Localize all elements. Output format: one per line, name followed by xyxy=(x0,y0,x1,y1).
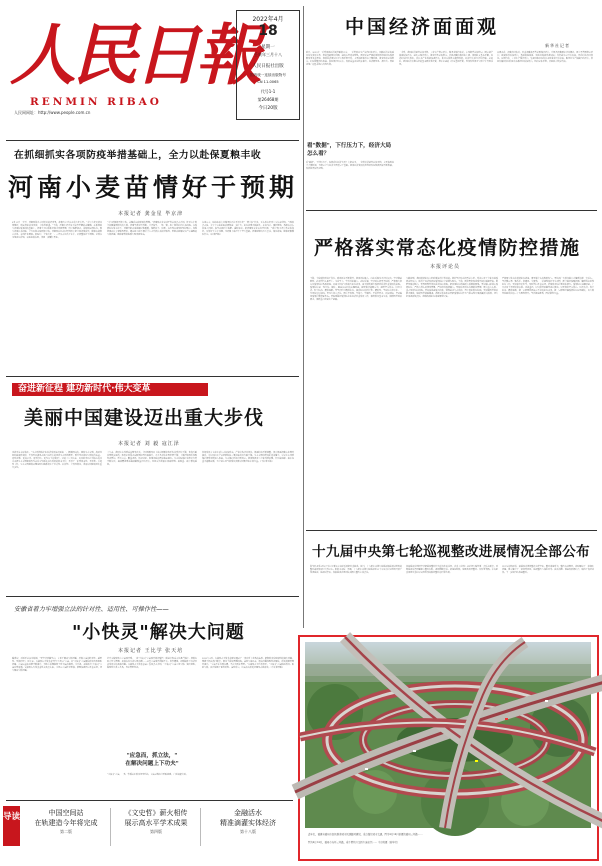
quick-callout xyxy=(107,752,197,768)
inspection-text-col-1: 新华社北京4月17日电 记者从中央纪委国家监委获悉，近日，十九届中央第七轮巡视被巡视党组织的整改进展情况已全部公布。根据中央统一部署，十九届中央第七轮巡视对25个中央单位党组织开展了常规巡视，巡视反馈后，各被巡视党组织认真落实整改主体责任。 xyxy=(310,566,403,575)
beauty-text-col-1: 习近平总书记指出，"生态环境保护和经济发展是辩证统一、相辅相成的，建设生态文明、推动绿色低碳循环发展，不仅可以满足人民日益增长的优美生态环境需要，而且可以推动实现更高质量、更有效率、更加公平、更可持续、更为安全的发展"。党的十八大以来，以习近平同志为核心的党中央把生态文明建设作为关系中华民族永续发展的根本大计，开展了一系列根本性、开创性、长远性工作，生态文明建设从理论到实践都发生了历史性、转折性、全局性变化，美丽中国建设迈出重大步伐。 xyxy=(12,452,102,470)
econ-text-col-2: 一季度，我国经济运行总体平稳，工业生产稳定增长，服务业保持恢复，市场销售总体稳定，固定资产投资较快增长，进出口保持增长，就业形势总体稳定，居民消费价格温和上涨，国际收支基本平衡，经济结构持续优化，高技术产业投资快速增长，新业态新模式蓬勃发展，经济增长动力持续增强。总的看，我国经济长期向好的基本面没有改变，稳中求进的工作总基调不变，有条件有能力实现全年目标任务。 xyxy=(399,52,493,67)
wheat-byline: 本报记者 龚金星 毕京津 xyxy=(118,211,184,217)
quick-text-col-1: 编者按：习近平总书记强调，"要坚持问题导向，立足于解决实际问题，增强立法的针对性、适用性、可操作性"。近年来，安徽省人大常委会坚持"小切口"立法，以"小快灵"立法解决群众急难愁盼问题，立法质量和效率不断提升，为地方治理提供了有力法治保障。今日起，本版推出"小快灵"立法系列报道。安徽省人大常委会有关负责人说，小切口立法针对性强，能够快速回应社会关切，切实解决实际问题。 xyxy=(12,658,102,673)
date-lunar: 壬寅年三月十八 xyxy=(254,52,282,57)
quick-byline: 本报记者 王比学 张天培 xyxy=(118,648,184,654)
quick-callout-line-2: 在解决问题上下功夫" xyxy=(125,761,179,767)
econ-byline: 新华社记者 xyxy=(545,43,570,48)
epidemic-byline: 本报评论员 xyxy=(430,264,461,270)
quick-text-col-3: 2021年4月，安徽省人大常委会审议通过了一部只有十余条的法规，聚焦群众反映强烈的突出问题，明确了相关部门职责，细化了具体管理措施。法规实施以来，相关问题得到有效解决，群众满意度明显提升。"立法不在多而在精，不在大而在管用。"安徽省人大代表表示，"小快灵"立法贴近群众、贴近实际，真正做到了民有所呼、法有所应，让法治成果更好惠及人民群众。（下转第四版） xyxy=(202,658,294,670)
date-code1: 国内统一连续出版物号 xyxy=(250,73,286,77)
guide-item-2-line1: 《文史哲》薪火相传 xyxy=(124,809,188,817)
wheat-kicker: 在抓细抓实各项防疫举措基础上，全力以赴保夏粮丰收 xyxy=(14,150,262,161)
guide-item-2-page: 第四版 xyxy=(150,829,162,834)
masthead-title: 人民日報 xyxy=(10,16,258,94)
epidemic-text-col-3: 严格落实常态化疫情防控措施，需要每个人的积极参与。要动员广大群众做自己健康的第一责任人，坚持戴口罩、勤洗手、常通风、少聚集、一米线等良好卫生习惯，配合做好核酸检测、健康码查验等防控工作。要加强宣传引导，及时回应社会关切，增强群众防护意识和能力。疫情防控关键时刻，广大党员干部要冲锋在前、勇挑重担，以实际行动践行初心使命。只要我们坚定信心、同舟共济，科学防治、精准施策，就一定能够巩固来之不易的防控成果，就一定能够打赢疫情防控这场硬仗，以实际行动迎接党的二十大胜利召开。坚持就是胜利，团结就有力量。 xyxy=(502,278,594,296)
date-issue: 代号1-1 xyxy=(260,89,276,94)
date-year-month: 2022年4月 xyxy=(252,16,284,23)
quick-text-col-2: 打开安徽省地方立法项目库，一批"小快灵"立法项目格外醒目：促进非物质文化遗产保护、规范电动自行车管理、加强农村生活垃圾治理……这些立法项目篇幅不长、条款精练，却都瞄准了经济社会发展中的具体问题。安徽省人大常委会法工委负责人介绍，"小快灵"立法立足实际、突出特色，做到有几条立几条，务求管用有效。 xyxy=(107,658,197,670)
wheat-text-col-3: 在周口市，统防统治专业服务队正在开展小麦"一喷三防"作业，无人机在麦田上空往来穿梭。当地负责人说，今年全市统防统治面积进一步扩大，防控效率大幅提升。在驻马店、南阳等地，各级农技人员深入田间，指导农民科学施肥、适时浇水。据河南省农业农村厅监测，当前全省小麦长势总体良好，苗情好于去年同期，为夏粮丰收打下了坚实基础。河南将继续压实责任，强化措施，确保夏粮颗粒归仓。（转第四版） xyxy=(202,222,294,237)
date-publisher: 人民日报社出版 xyxy=(252,64,284,69)
date-weekday: 星期一 xyxy=(261,45,275,50)
epidemic-text-col-2: 实践证明，我国疫情防控方针政策是科学有效的。我们坚持动态清零总方针，有效应对了全球多轮疫情流行冲击，保持了经济发展和疫情防控全球领先地位。当前，面对奥密克戎变异株传播速度快、隐匿性强的特点，要因时因势优化完善防控措施，把各项防控措施抓实抓细抓落地。要加强口岸城市疫情防控，严格入境人员闭环管理，严防境外疫情输入。要强化社区防控网格化管理，落实重点人群、重点场所防控措施。要加快推进疫苗接种，特别是老年人接种，筑牢群防群控防线。要加强医疗救治能力建设，做好医疗资源储备。各级党委和政府要把疫情防控作为当前头等大事抓紧抓实抓细，切实担负起属地责任，确保各项防控措施落到实处。 xyxy=(406,278,498,299)
beauty-title: 美丽中国建设迈出重大步伐 xyxy=(24,407,265,429)
wheat-text-col-2: "今年夏粮能不能丰收，关键看这段时间的管理。"河南省农业农村厅有关负责人介绍，针对去年秋冬种晚播面积大的实际，河南早谋划早部署，分类指导，一地一策，推广促弱转壮技术措施。在疫情防控常态化下，河南开辟农资运输绿色通道，保障种子、化肥、农药等农资及时到村到户。各地组建农技专家服务团队，通过线上线下相结合方式开展技术指导服务，帮助农民解决生产中遇到的实际问题，确保春管措施落实到田间地头。 xyxy=(107,222,197,237)
masthead-website: 人民网网址：http://www.people.com.cn xyxy=(14,110,91,115)
quick-title: "小快灵"解决大问题 xyxy=(72,622,245,643)
date-box xyxy=(236,10,300,120)
beauty-text-col-3: 绿色发展方式和生活方式加快形成。产业结构持续优化，能源结构不断调整，清洁能源消费占比明显提高，单位国内生产总值能耗和二氧化碳排放大幅下降。生态文明制度体系更加健全，中央生态环境保护督察制度深入推进，生态保护红线全面划定。我国积极参与全球环境治理，作出碳达峰、碳中和重大战略决策，为全球应对气候变化贡献中国智慧和中国力量。（下转第五版） xyxy=(202,452,294,464)
wheat-text-col-1: 4月15日一大早，河南省新乡市原阳县的麦田里，种粮大户正在查看小麦长势。"今年小麦苗情比预期好，病虫害防治也及时，丰收有希望。"当前，河南小麦正处于拔节孕穗的关键期。在抓细抓实各项防疫举措的基础上，河南全力以赴抓好春季田间管理，科学施肥浇水，加强病虫害防控，落实各项技术措施，全力以赴夺取夏粮丰收。河南省农业农村厅组织专家分赴各地指导，确保农资供应充足、农机作业顺畅。据统计，全省小麦一、二类苗占比高于往年，苗情整体好于预期。记者在多地走访看到，农民抢抓农时，田间一派繁忙景象。 xyxy=(12,222,102,240)
date-issue-no: 第26468期 xyxy=(257,97,279,102)
quick-callout-line-1: "应急而，抓立法，" xyxy=(126,753,178,759)
econ-text-col-1b: 看"数据"，下行压力下，如何看待经济大局？专家认为，一季度经济运行总体平稳，主要指标处于合理区间，为稳定全年经济大盘奠定了基础。我国经济发展的有利条件和积极因素不断积累，发展前景依然光明。 xyxy=(306,162,394,171)
guide-item-3[interactable] xyxy=(206,808,290,835)
overpass-photo-illustration xyxy=(305,642,591,828)
date-code2: CN 11-0065 xyxy=(257,80,279,84)
guide-item-1-line1: 中国空间站 xyxy=(48,809,84,817)
guide-item-2[interactable] xyxy=(114,808,198,835)
photo-caption-2: 图为4月14日，福州市内环三环路，乘车跨线立交桥车流如织…… 王东明摄（新华社） xyxy=(308,841,400,844)
photo-caption-1: 近年来，福建省福州市加快推进城市快速路网建设，重点强化城市交通。图为4月14日拍摄的福州三环路…… xyxy=(308,833,423,836)
guide-item-1-line2: 在轨建造今年将完成 xyxy=(34,819,98,827)
guide-item-1-page: 第二版 xyxy=(60,829,72,834)
inspection-text-col-2: 各被巡视党组织坚持把巡视整改作为重大政治任务，党委（党组）书记切实履行第一责任人职责，对照巡视反馈问题建立整改台账，逐项明确责任、措施和时限，做到条条要整改、件件有着落。中央纪委国家监委和中央组织部加强对整改的日常监督。 xyxy=(406,566,498,575)
econ-text-col-3: 从需求看，消费持续恢复，社会消费品零售总额保持增长，升级类消费需求持续释放，网上零售额稳定增长；投资保持较快增长，基础设施投资、制造业投资增速加快；外贸进出口增长较快，贸易结构持续优化。从供给看，工业生产保持增长，装备制造业和高技术制造业增长较快，服务业生产指数持续增长，信息传输软件和信息技术服务业较快增长。物价总体平稳，居民收入稳步增加。 xyxy=(497,52,593,64)
quick-text-col-2b: "小快灵"立法，一条一款都关乎群众切身利益，立法过程充分听取民意，广泛凝聚共识。 xyxy=(107,774,188,776)
masthead-logo xyxy=(8,8,258,94)
date-pages: 今日20版 xyxy=(258,106,278,111)
inspection-text-col-3: 从公布的情况看，被巡视党组织整改态度坚决，整改措施有力，整改成效明显，推动解决了一批突出问题，建立健全了一批制度机制，巡视整改与深化改革、完善治理、促进发展相结合，取得了良好效果。下一步将持续推进整改。 xyxy=(502,566,594,575)
quick-kicker: 安徽省着力牢增强立法的针对性、适用性、可操作性—— xyxy=(14,606,169,613)
beauty-text-col-2: 十年来，我国生态环境质量明显改善。全国地级及以上城市细颗粒物平均浓度持续下降，优良天数比例稳步提高；地表水优良水质断面比例大幅提升，劣五类水体比例显著下降；土壤污染风险得到有效管控。蓝天白云、繁星闪烁，清水绿岸、鱼翔浅底的景象越来越多。生态系统保护和修复力度不断加大，森林覆盖率和森林蓄积量持续增长，绿色成为美丽中国最鲜明、最厚重、最牢靠的底色。 xyxy=(107,452,197,467)
guide-item-2-line2: 展示高水平学术成果 xyxy=(124,819,188,827)
beauty-byline: 本报记者 刘 毅 寇江泽 xyxy=(118,441,180,447)
guide-item-1[interactable] xyxy=(24,808,108,835)
econ-text-col-1: 近日，2022年一季度国民经济运行数据公布，一季度国内生产总值同比增长，国民经济总体延续恢复发展态势，稳的基础继续巩固，进的态势更加明显。面对复杂严峻的国际环境和国内疫情散发等多重考验，我国经济顶住压力实现平稳开局，主要指标保持在合理区间，就业物价总体稳定，结构调整持续推进，新动能持续成长，发展质量效益稳步提升，经济韧性足、潜力大、回旋余地广的基本特点没有改变。 xyxy=(306,52,394,67)
guide-item-3-line2: 精准滴灌实体经济 xyxy=(220,819,276,827)
epidemic-text-col-1: 当前，全球疫情仍处于高位，病毒还在不断变异，我国外防输入、内防反弹压力持续加大。坚持就是胜利，必须坚持人民至上、生命至上，坚持外防输入、内防反弹，坚持动态清零不动摇，严格落实常态化疫情防控各项措施，以最小代价实现最大防控效果，最大限度减少疫情对经济社会发展的影响。疫情防控是一场大仗、硬仗，越是在这样的关键时刻，越要保持战略定力，越要坚定信心、同舟共济、科学防治、精准施策。要坚持科学精准防控，提高防控的科学性、精准性，坚决防止简单化、一刀切和层层加码。要压实各方责任，落实早发现、早报告、早隔离、早治疗要求，以快制快，坚决遏制疫情扩散蔓延势头。要统筹做好疫情防控和经济社会发展工作，保障群众基本生活，保障医疗救治需求，保障重点物资生产运输。 xyxy=(310,278,402,302)
date-day: 18 xyxy=(258,23,278,39)
epidemic-title: 严格落实常态化疫情防控措施 xyxy=(314,237,581,259)
guide-tag: 导读 xyxy=(3,806,20,846)
guide-item-3-page: 第十八版 xyxy=(240,829,256,834)
econ-qa: 看"数据"，下行压力下，经济大局怎么看？ xyxy=(307,143,392,157)
wheat-title: 河南小麦苗情好于预期 xyxy=(8,173,299,202)
masthead-roman: RENMIN RIBAO xyxy=(30,96,162,108)
beauty-banner: 奋进新征程 建功新时代·伟大变革 xyxy=(12,383,208,396)
inspection-title: 十九届中央第七轮巡视整改进展情况全部公布 xyxy=(312,544,590,560)
econ-title: 中国经济面面观 xyxy=(345,16,500,38)
overpass-photo xyxy=(305,642,591,828)
guide-item-3-line1: 金融活水 xyxy=(234,809,262,817)
